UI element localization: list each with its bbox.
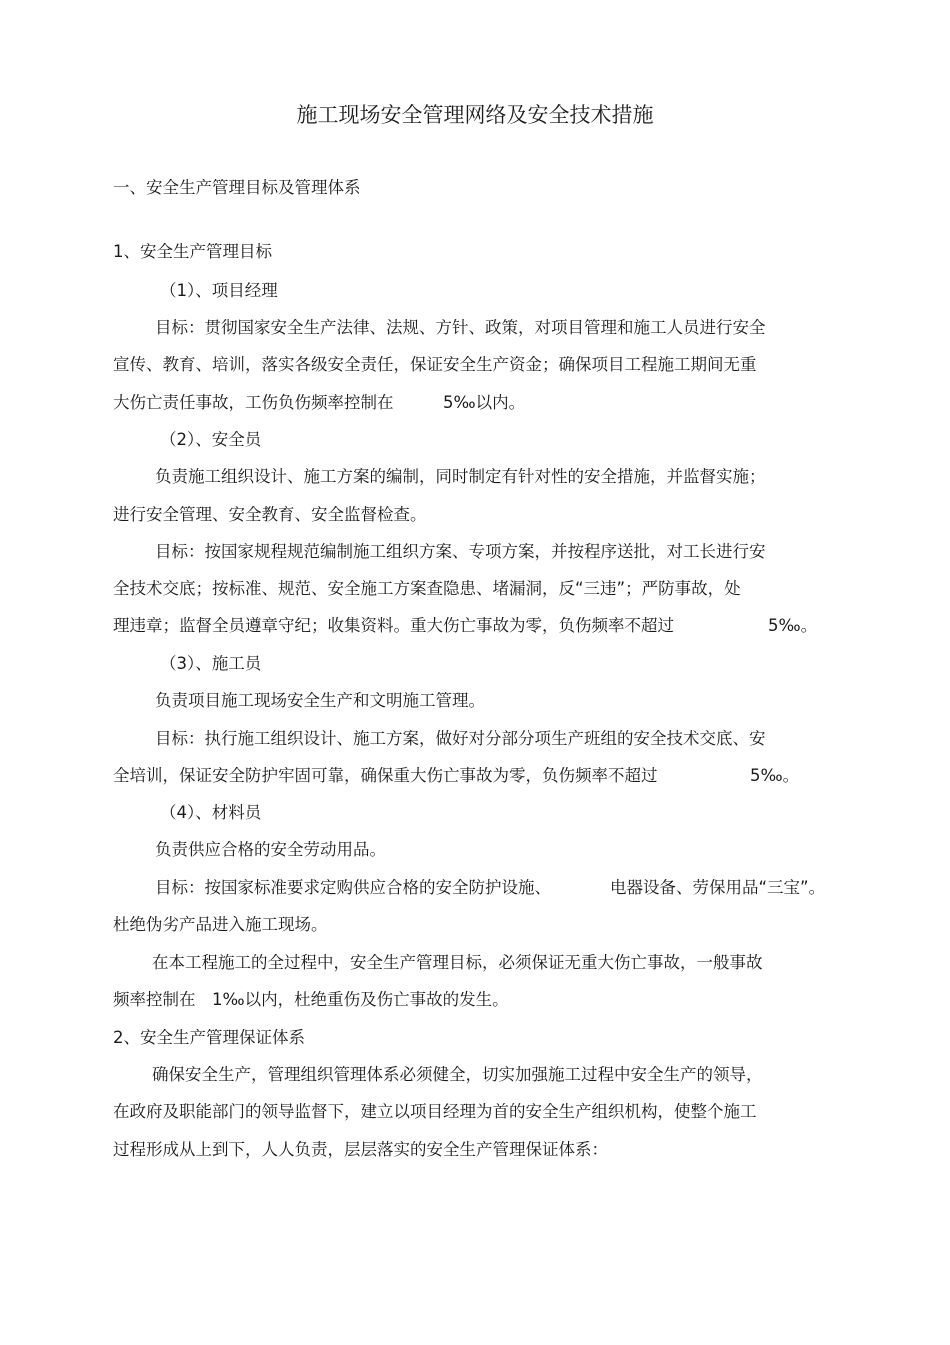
paragraph-line: 过程形成从上到下，人人负责，层层落实的安全生产管理保证体系：: [113, 1140, 608, 1159]
paragraph-line: 理违章；监督全员遵章守纪；收集资料。重大伤亡事故为零，负伤频率不超过: [113, 616, 674, 635]
paragraph-line: 电器设备、劳保用品“三宝”。: [610, 878, 826, 897]
paragraph-line: 5‰以内。: [443, 393, 526, 412]
item-heading-construction-worker: （3）、施工员: [160, 654, 262, 673]
paragraph-line: 全培训，保证安全防护牢固可靠，确保重大伤亡事故为零，负伤频率不超过: [113, 766, 658, 785]
paragraph-line: 目标：按国家规程规范编制施工组织方案、专项方案，并按程序送批，对工长进行安: [155, 542, 766, 561]
paragraph-line: 目标：执行施工组织设计、施工方案，做好对分部分项生产班组的安全技术交底、安: [155, 729, 766, 748]
paragraph-line: 大伤亡责任事故，工伤负伤频率控制在: [113, 393, 394, 412]
paragraph-line: 宣传、教育、培训，落实各级安全责任，保证安全生产资金；确保项目工程施工期间无重: [113, 355, 757, 374]
paragraph-line: 负责供应合格的安全劳动用品。: [155, 840, 386, 859]
paragraph-line: 1‰以内，杜绝重伤及伤亡事故的发生。: [212, 990, 509, 1009]
paragraph-line: 进行安全管理、安全教育、安全监督检查。: [113, 505, 427, 524]
item-heading-materials-officer: （4）、材料员: [160, 803, 262, 822]
item-heading-safety-officer: （2）、安全员: [160, 430, 262, 449]
paragraph-line: 负责项目施工现场安全生产和文明施工管理。: [155, 691, 485, 710]
paragraph-line: 负责施工组织设计、施工方案的编制，同时制定有针对性的安全措施，并监督实施；: [155, 467, 766, 486]
paragraph-line: 目标：按国家标准要求定购供应合格的安全防护设施、: [155, 878, 551, 897]
paragraph-line: 5‰。: [768, 616, 818, 635]
subsection-heading-1: 1、安全生产管理目标: [113, 242, 272, 261]
paragraph-line: 确保安全生产，管理组织管理体系必须健全，切实加强施工过程中安全生产的领导，: [152, 1065, 763, 1084]
paragraph-line: 杜绝伪劣产品进入施工现场。: [113, 915, 328, 934]
page-title: 施工现场安全管理网络及安全技术措施: [296, 103, 654, 127]
paragraph-line: 频率控制在: [113, 990, 196, 1009]
subsection-heading-2: 2、安全生产管理保证体系: [113, 1028, 305, 1047]
paragraph-line: 在本工程施工的全过程中，安全生产管理目标，必须保证无重大伤亡事故，一般事故: [152, 953, 763, 972]
paragraph-line: 目标：贯彻国家安全生产法律、法规、方针、政策，对项目管理和施工人员进行安全: [155, 318, 766, 337]
item-heading-project-manager: （1）、项目经理: [160, 281, 278, 300]
section-heading-1: 一、安全生产管理目标及管理体系: [113, 178, 361, 197]
paragraph-line: 5‰。: [750, 766, 800, 785]
paragraph-line: 全技术交底；按标准、规范、安全施工方案查隐患、堵漏洞，反“三违”；严防事故，处: [113, 579, 741, 598]
paragraph-line: 在政府及职能部门的领导监督下，建立以项目经理为首的安全生产组织机构，使整个施工: [113, 1102, 757, 1121]
